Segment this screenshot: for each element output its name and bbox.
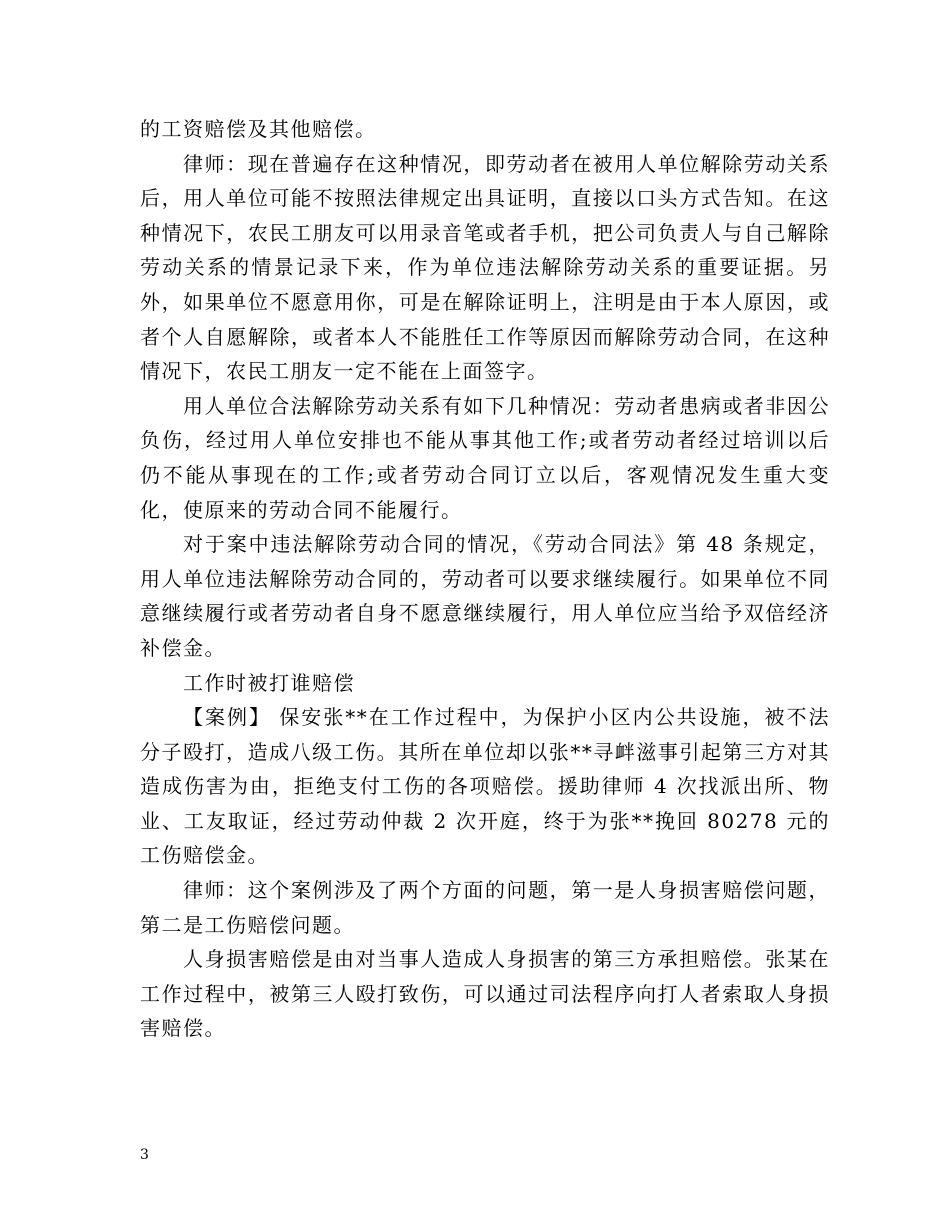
document-body [140,112,830,1046]
paragraph-labor-contract-law: 对于案中违法解除劳动合同的情况，《劳动合同法》第 48 条规定，用人单位违法解除劳动合同的，劳动者可以要求继续履行。如果单位不同意继续履行或者劳动者自身不愿意继续履行，用人单位应当给予双倍经济补偿金。 [140,532,830,660]
paragraph-continuation: 的工资赔偿及其他赔偿。 [140,117,377,141]
paragraph-lawyer-advice-1: 律师：现在普遍存在这种情况，即劳动者在被用人单位解除劳动关系后，用人单位可能不按照法律规定出具证明，直接以口头方式告知。在这种情况下，农民工朋友可以用录音笔或者手机，把公司负责人与自己解除劳动关系的情景记录下来，作为单位违法解除劳动关系的重要证据。另外，如果单位不愿意用你，可是在解除证明上，注明是由于本人原因，或者个人自愿解除，或者本人不能胜任工作等原因而解除劳动合同，在这种情况下，农民工朋友一定不能在上面签字。 [140,151,830,384]
paragraph-case: 【案例】 保安张**在工作过程中，为保护小区内公共设施，被不法分子殴打，造成八级工伤。其所在单位却以张**寻衅滋事引起第三方对其造成伤害为由，拒绝支付工伤的各项赔偿。援助律师 4 次找派出所、物业、工友取证，经过劳动仲裁 2 次开庭，终于为张**挽回 80278 元的工伤赔偿金。 [140,705,830,868]
paragraph-personal-injury: 人身损害赔偿是由对当事人造成人身损害的第三方承担赔偿。张某在工作过程中，被第三人殴打致伤，可以通过司法程序向打人者索取人身损害赔偿。 [140,947,830,1041]
section-heading: 工作时被打谁赔偿 [183,670,355,695]
paragraph-lawyer-advice-2: 律师：这个案例涉及了两个方面的问题，第一是人身损害赔偿问题，第二是工伤赔偿问题。 [140,878,830,937]
page-number: 3 [140,1147,149,1163]
paragraph-lawful-termination: 用人单位合法解除劳动关系有如下几种情况：劳动者患病或者非因公负伤，经过用人单位安排也不能从事其他工作;或者劳动者经过培训以后仍不能从事现在的工作;或者劳动合同订立以后，客观情况发生重大变化，使原来的劳动合同不能履行。 [140,393,830,522]
